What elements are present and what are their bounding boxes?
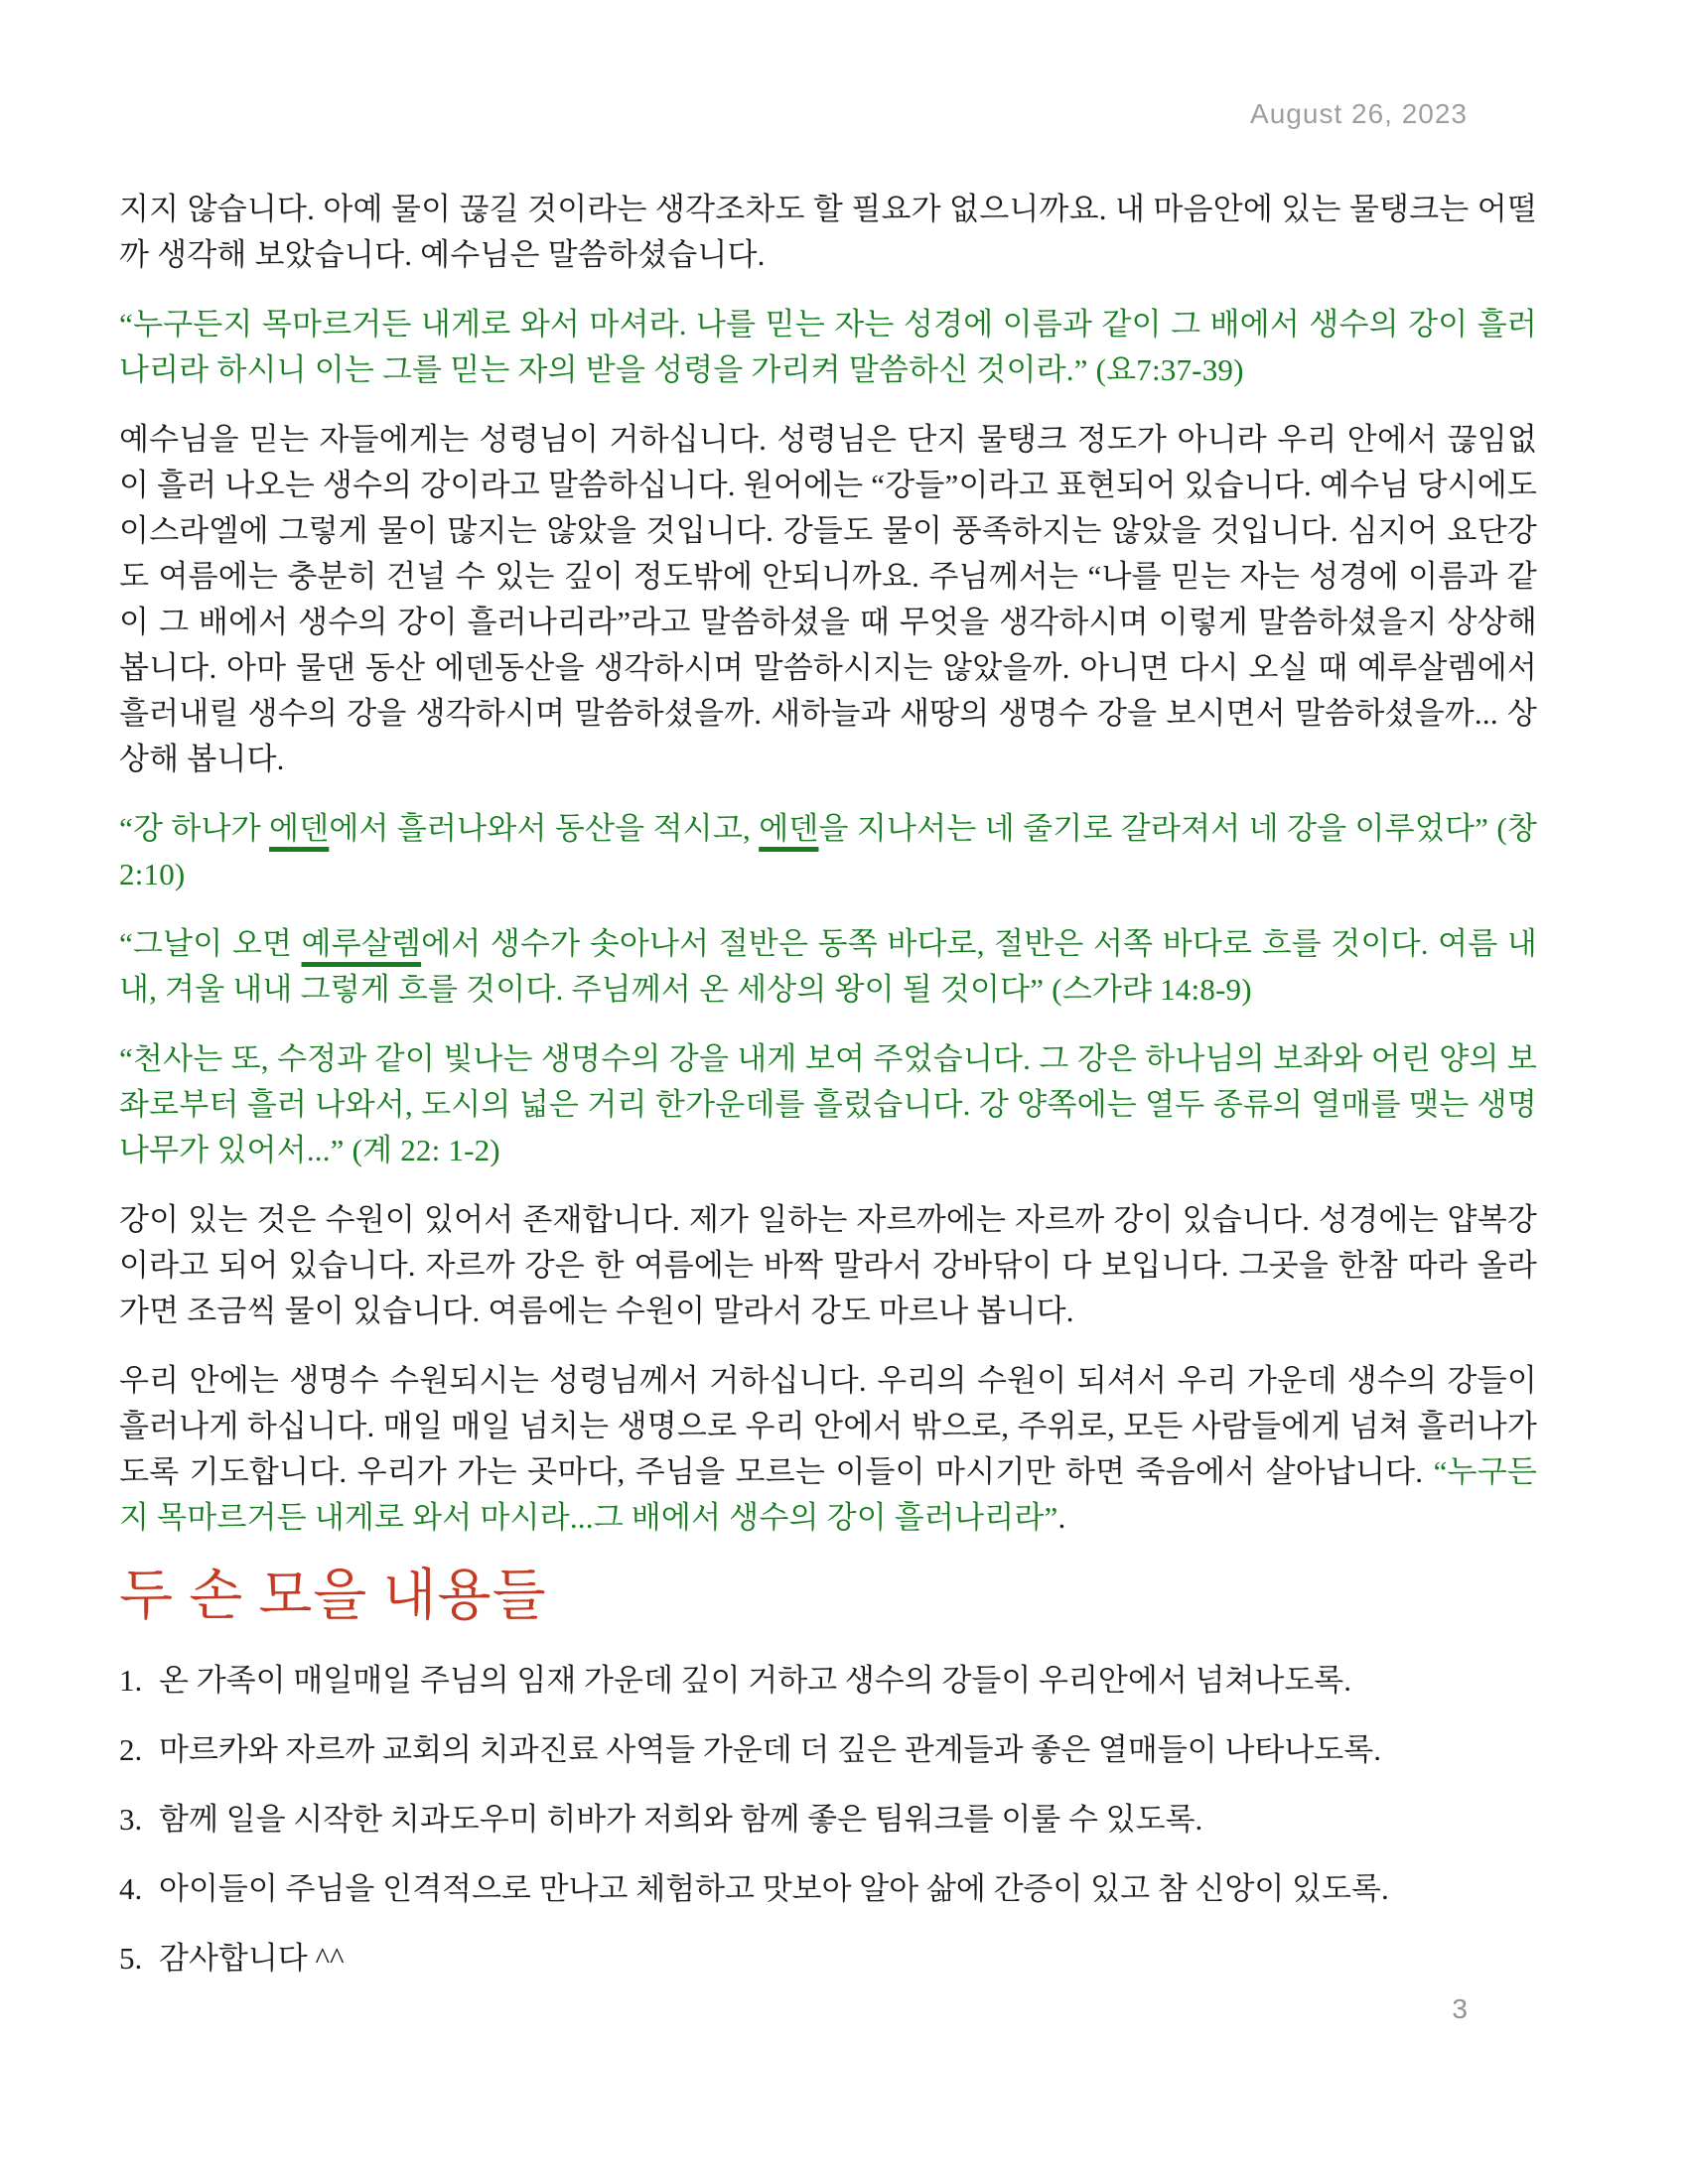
paragraph: [119, 417, 1537, 782]
quote-text: “그날이 오면: [119, 926, 302, 961]
paragraph-text: 지지 않습니다. 아예 물이 끊길 것이라는 생각조차도 할 필요가 없으니까요. 내 마음안에 있는 물탱크는 어떨까 생각해 보았습니다. 예수님은 말씀하셨습니다.: [119, 192, 1537, 272]
paragraph-text: .: [1057, 1500, 1066, 1535]
list-item-text: 마르카와 자르까 교회의 치과진료 사역들 가운데 더 깊은 관계들과 좋은 열매들이 나타나도록.: [159, 1732, 1381, 1767]
paragraph-text: 강이 있는 것은 수원이 있어서 존재합니다. 제가 일하는 자르까에는 자르까 강이 있습니다. 성경에는 얍복강이라고 되어 있습니다. 자르까 강은 한 여름에는 바짝 말라서 강바닦이 다 보입니다. 그곳을 한참 따라 올라 가면 조금씩 물이 있습니다. 여름에는 수원이 말라서 강도 마르나 봅니다.: [119, 1202, 1537, 1328]
prayer-list-item: [119, 1658, 1537, 1704]
quote-text: “강 하나가: [119, 811, 270, 846]
section-heading: 두 손 모을 내용들: [119, 1566, 547, 1627]
list-item-text: 온 가족이 매일매일 주님의 임재 가운데 깊이 거하고 생수의 강들이 우리안에서 넘쳐나도록.: [159, 1663, 1351, 1698]
underlined-word: 에덴: [759, 811, 819, 846]
prayer-list: [119, 1658, 1537, 1981]
scripture-quote: [119, 1036, 1537, 1173]
paragraph: [119, 1197, 1537, 1334]
quote-text: 을 지나서는 네 줄기로 갈라져서 네 강을 이루었다” (창2:10): [119, 811, 1537, 891]
underlined-word: 예루살렘: [301, 926, 422, 961]
list-item-text: 감사합니다 ^^: [159, 1941, 345, 1976]
scripture-quote: [119, 806, 1537, 897]
prayer-list-item: [119, 1936, 1537, 1981]
list-item-number: 4.: [119, 1871, 143, 1906]
list-item-text: 아이들이 주님을 인격적으로 만나고 체험하고 맛보아 알아 삶에 간증이 있고 참 신앙이 있도록.: [159, 1871, 1389, 1906]
paragraph-text: 예수님을 믿는 자들에게는 성령님이 거하십니다. 성령님은 단지 물탱크 정도가 아니라 우리 안에서 끊임없이 흘러 나오는 생수의 강이라고 말씀하십니다. 원어에는 “강들”이라고 표현되어 있습니다. 예수님 당시에도 이스라엘에 그렇게 물이 많지는 않았을 것입니다. 강들도 물이 풍족하지는 않았을 것입니다. 심지어 요단강도 여름에는 충분히 건널 수 있는 깊이 정도밖에 안되니까요. 주님께서는 “나를 믿는 자는 성경에 이름과 같이 그 배에서 생수의 강이 흘러나리라”라고 말씀하셨을 때 무엇을 생각하시며 이렇게 말씀하셨을지 상상해 봅니다. 아마 물댄 동산 에덴동산을 생각하시며 말씀하시지는 않았을까. 아니면 다시 오실 때 예루살렘에서 흘러내릴 생수의 강을 생각하시며 말씀하셨을까. 새하늘과 새땅의 생명수 강을 보시면서 말씀하셨을까... 상상해 봅니다.: [119, 422, 1537, 776]
underlined-word: 에덴: [269, 811, 330, 846]
quote-text: 에서 생수가 솟아나서 절반은 동쪽 바다로, 절반은 서쪽 바다로 흐를 것이다. 여름 내내, 겨울 내내 그렇게 흐를 것이다. 주님께서 온 세상의 왕이 될 것이다” (스가랴 14:8-9): [119, 926, 1537, 1007]
list-item-number: 1.: [119, 1663, 143, 1698]
list-item-text: 함께 일을 시작한 치과도우미 히바가 저희와 함께 좋은 팀워크를 이룰 수 있도록.: [159, 1802, 1203, 1837]
list-item-number: 5.: [119, 1941, 143, 1976]
document-date: August 26, 2023: [1250, 98, 1468, 129]
paragraph: [119, 1358, 1537, 1541]
paragraph: [119, 187, 1537, 278]
prayer-list-item: [119, 1866, 1537, 1912]
quote-text: 에서 흘러나와서 동산을 적시고,: [329, 811, 760, 846]
quote-text: “누구든지 목마르거든 내게로 와서 마시라...그 배에서 생수의 강이 흘러나리라”: [119, 1454, 1537, 1535]
page-number: 3: [1452, 1993, 1468, 2024]
paragraph-text: 우리 안에는 생명수 수원되시는 성령님께서 거하십니다. 우리의 수원이 되셔서 우리 가운데 생수의 강들이 흘러나게 하십니다. 매일 매일 넘치는 생명으로 우리 안에서 밖으로, 주위로, 모든 사람들에게 넘쳐 흘러나가도록 기도합니다. 우리가 가는 곳마다, 주님을 모르는 이들이 마시기만 하면 죽음에서 살아납니다.: [119, 1363, 1537, 1489]
scripture-quote: [119, 302, 1537, 393]
list-item-number: 3.: [119, 1802, 143, 1837]
quote-text: “천사는 또, 수정과 같이 빛나는 생명수의 강을 내게 보여 주었습니다. 그 강은 하나님의 보좌와 어린 양의 보좌로부터 흘러 나와서, 도시의 넓은 거리 한가운데를 흘렀습니다. 강 양쪽에는 열두 종류의 열매를 맺는 생명 나무가 있어서...” (계 22: 1-2): [119, 1041, 1537, 1167]
prayer-list-item: [119, 1797, 1537, 1843]
quote-text: “누구든지 목마르거든 내게로 와서 마셔라. 나를 믿는 자는 성경에 이름과 같이 그 배에서 생수의 강이 흘러나리라 하시니 이는 그를 믿는 자의 받을 성령을 가리켜 말씀하신 것이라.” (요7:37-39): [119, 307, 1537, 387]
list-item-number: 2.: [119, 1732, 143, 1767]
document-body: [119, 187, 1537, 2005]
prayer-list-item: [119, 1727, 1537, 1773]
scripture-quote: [119, 921, 1537, 1013]
